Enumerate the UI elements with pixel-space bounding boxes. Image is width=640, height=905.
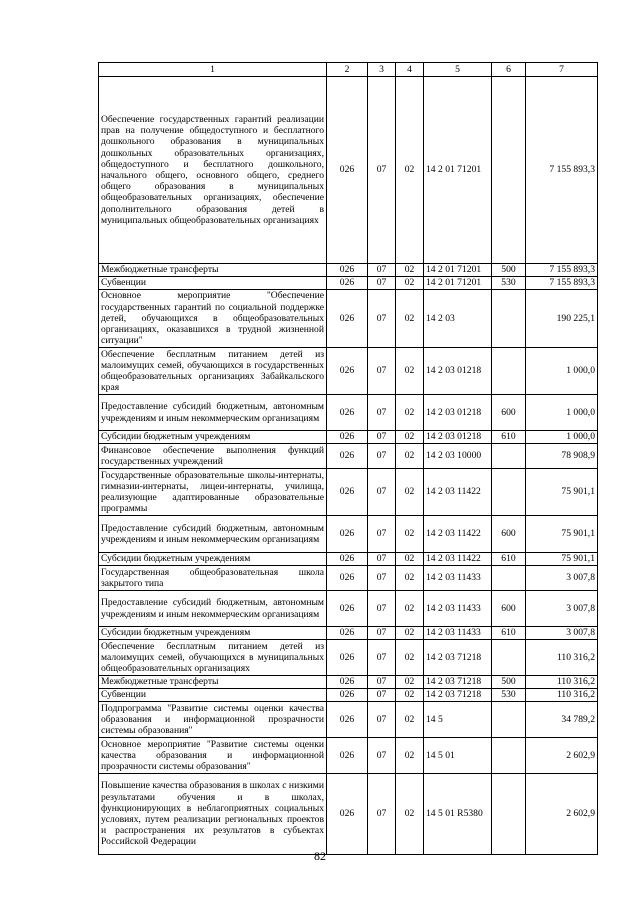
subsection-code: 02 [396, 627, 424, 640]
subsection-code: 02 [396, 444, 424, 469]
section-code: 07 [368, 689, 396, 702]
expense-type-code [492, 444, 526, 469]
subsection-code: 02 [396, 774, 424, 855]
row-name: Субсидии бюджетным учреждениям [99, 553, 327, 566]
row-name: Повышение качества образования в школах с низкими результатами обучения и в школах, функционирующих в неблагоприятных социальных условиях, путем реализации региональных проектов и распространения их результатов в субъектах Российской Федерации [99, 774, 327, 855]
subsection-code: 02 [396, 264, 424, 277]
amount: 34 789,2 [526, 702, 598, 738]
amount: 3 007,8 [526, 566, 598, 591]
table-row [99, 444, 598, 469]
amount: 1 000,0 [526, 395, 598, 431]
amount: 2 602,9 [526, 738, 598, 774]
expense-type-code: 610 [492, 627, 526, 640]
table-row [99, 77, 598, 264]
expense-type-code: 610 [492, 431, 526, 444]
grbs-code: 026 [327, 738, 368, 774]
row-name: Межбюджетные трансферты [99, 676, 327, 689]
subsection-code: 02 [396, 689, 424, 702]
grbs-code: 026 [327, 566, 368, 591]
expense-type-code: 530 [492, 277, 526, 290]
subsection-code: 02 [396, 431, 424, 444]
grbs-code: 026 [327, 702, 368, 738]
amount: 1 000,0 [526, 431, 598, 444]
row-name: Межбюджетные трансферты [99, 264, 327, 277]
section-code: 07 [368, 469, 396, 516]
amount: 2 602,9 [526, 774, 598, 855]
subsection-code: 02 [396, 77, 424, 264]
table-row [99, 774, 598, 855]
expense-type-code [492, 469, 526, 516]
expense-type-code: 500 [492, 264, 526, 277]
subsection-code: 02 [396, 566, 424, 591]
section-code: 07 [368, 676, 396, 689]
subsection-code: 02 [396, 553, 424, 566]
table-row [99, 277, 598, 290]
expense-type-code: 600 [492, 395, 526, 431]
expense-type-code: 610 [492, 553, 526, 566]
grbs-code: 026 [327, 627, 368, 640]
grbs-code: 026 [327, 516, 368, 553]
grbs-code: 026 [327, 277, 368, 290]
grbs-code: 026 [327, 264, 368, 277]
grbs-code: 026 [327, 290, 368, 348]
target-article-code: 14 2 03 10000 [424, 444, 492, 469]
section-code: 07 [368, 516, 396, 553]
amount: 7 155 893,3 [526, 264, 598, 277]
amount: 190 225,1 [526, 290, 598, 348]
target-article-code: 14 2 03 71218 [424, 689, 492, 702]
row-name: Основное мероприятие "Развитие системы оценки качества образования и информационной прозрачности системы образования" [99, 738, 327, 774]
grbs-code: 026 [327, 395, 368, 431]
grbs-code: 026 [327, 676, 368, 689]
amount: 7 155 893,3 [526, 77, 598, 264]
section-code: 07 [368, 348, 396, 395]
target-article-code: 14 2 03 71218 [424, 640, 492, 676]
row-name: Предоставление субсидий бюджетным, автономным учреждениям и иным некоммерческим организациям [99, 516, 327, 553]
amount: 7 155 893,3 [526, 277, 598, 290]
target-article-code: 14 2 03 11433 [424, 591, 492, 627]
section-code: 07 [368, 774, 396, 855]
grbs-code: 026 [327, 469, 368, 516]
section-code: 07 [368, 444, 396, 469]
expense-type-code: 600 [492, 516, 526, 553]
target-article-code: 14 2 03 01218 [424, 348, 492, 395]
subsection-code: 02 [396, 738, 424, 774]
amount: 110 316,2 [526, 689, 598, 702]
row-name: Основное мероприятие "Обеспечение государственных гарантий по социальной поддержке детей, обучающихся в общеобразовательных организациях, оказавшихся в трудной жизненной ситуации" [99, 290, 327, 348]
row-name: Предоставление субсидий бюджетным, автономным учреждениям и иным некоммерческим организациям [99, 395, 327, 431]
header-row [99, 63, 598, 77]
amount: 75 901,1 [526, 516, 598, 553]
column-header: 2 [327, 63, 368, 77]
amount: 3 007,8 [526, 627, 598, 640]
amount: 75 901,1 [526, 469, 598, 516]
section-code: 07 [368, 264, 396, 277]
table-row [99, 591, 598, 627]
section-code: 07 [368, 395, 396, 431]
target-article-code: 14 2 01 71201 [424, 77, 492, 264]
expense-type-code [492, 738, 526, 774]
amount: 78 908,9 [526, 444, 598, 469]
column-header: 5 [424, 63, 492, 77]
row-name: Подпрограмма "Развитие системы оценки качества образования и информационной прозрачности системы образования" [99, 702, 327, 738]
section-code: 07 [368, 566, 396, 591]
section-code: 07 [368, 738, 396, 774]
subsection-code: 02 [396, 469, 424, 516]
section-code: 07 [368, 553, 396, 566]
table-row [99, 553, 598, 566]
target-article-code: 14 5 01 R5380 [424, 774, 492, 855]
table-row [99, 469, 598, 516]
subsection-code: 02 [396, 702, 424, 738]
grbs-code: 026 [327, 444, 368, 469]
subsection-code: 02 [396, 395, 424, 431]
grbs-code: 026 [327, 640, 368, 676]
row-name: Субвенции [99, 277, 327, 290]
row-name: Финансовое обеспечение выполнения функций государственных учреждений [99, 444, 327, 469]
expense-type-code [492, 774, 526, 855]
target-article-code: 14 2 03 11422 [424, 516, 492, 553]
budget-table [98, 62, 598, 855]
subsection-code: 02 [396, 640, 424, 676]
section-code: 07 [368, 77, 396, 264]
table-row [99, 348, 598, 395]
expense-type-code [492, 348, 526, 395]
column-header: 3 [368, 63, 396, 77]
row-name: Субсидии бюджетным учреждениям [99, 627, 327, 640]
expense-type-code: 530 [492, 689, 526, 702]
table-row [99, 431, 598, 444]
subsection-code: 02 [396, 348, 424, 395]
table-row [99, 627, 598, 640]
target-article-code: 14 5 01 [424, 738, 492, 774]
table-row [99, 676, 598, 689]
expense-type-code [492, 702, 526, 738]
target-article-code: 14 2 03 11433 [424, 566, 492, 591]
expense-type-code [492, 640, 526, 676]
target-article-code: 14 2 03 11433 [424, 627, 492, 640]
subsection-code: 02 [396, 591, 424, 627]
table-row [99, 566, 598, 591]
grbs-code: 026 [327, 591, 368, 627]
grbs-code: 026 [327, 774, 368, 855]
target-article-code: 14 2 03 01218 [424, 431, 492, 444]
grbs-code: 026 [327, 689, 368, 702]
table-row [99, 290, 598, 348]
expense-type-code [492, 290, 526, 348]
column-header: 1 [99, 63, 327, 77]
table-row [99, 738, 598, 774]
grbs-code: 026 [327, 431, 368, 444]
row-name: Субсидии бюджетным учреждениям [99, 431, 327, 444]
table-row [99, 702, 598, 738]
table-row [99, 264, 598, 277]
target-article-code: 14 2 03 71218 [424, 676, 492, 689]
target-article-code: 14 2 01 71201 [424, 264, 492, 277]
section-code: 07 [368, 591, 396, 627]
target-article-code: 14 2 03 11422 [424, 553, 492, 566]
grbs-code: 026 [327, 348, 368, 395]
amount: 75 901,1 [526, 553, 598, 566]
table-row [99, 395, 598, 431]
amount: 110 316,2 [526, 676, 598, 689]
expense-type-code: 500 [492, 676, 526, 689]
section-code: 07 [368, 290, 396, 348]
row-name: Обеспечение государственных гарантий реализации прав на получение общедоступного и бесплатного дошкольного образования в муниципальных дошкольных образовательных организациях, общедоступного и бесплатного дошкольного, начального общего, основного общего, среднего общего образования в муниципальных общеобразовательных организациях, обеспечение дополнительного образования детей в муниципальных общеобразовательных организациях [99, 77, 327, 264]
column-header: 7 [526, 63, 598, 77]
grbs-code: 026 [327, 553, 368, 566]
row-name: Государственные образовательные школы-интернаты, гимназии-интернаты, лицеи-интернаты, училища, реализующие адаптированные образовательные программы [99, 469, 327, 516]
expense-type-code [492, 77, 526, 264]
subsection-code: 02 [396, 290, 424, 348]
section-code: 07 [368, 640, 396, 676]
table-row [99, 640, 598, 676]
target-article-code: 14 2 03 01218 [424, 395, 492, 431]
target-article-code: 14 2 03 11422 [424, 469, 492, 516]
amount: 3 007,8 [526, 591, 598, 627]
page-number: 82 [314, 849, 326, 863]
column-header: 6 [492, 63, 526, 77]
subsection-code: 02 [396, 676, 424, 689]
column-header: 4 [396, 63, 424, 77]
grbs-code: 026 [327, 77, 368, 264]
table-row [99, 689, 598, 702]
row-name: Субвенции [99, 689, 327, 702]
target-article-code: 14 2 03 [424, 290, 492, 348]
expense-type-code: 600 [492, 591, 526, 627]
section-code: 07 [368, 702, 396, 738]
row-name: Государственная общеобразовательная школа закрытого типа [99, 566, 327, 591]
section-code: 07 [368, 431, 396, 444]
section-code: 07 [368, 277, 396, 290]
expense-type-code [492, 566, 526, 591]
target-article-code: 14 5 [424, 702, 492, 738]
row-name: Обеспечение бесплатным питанием детей из малоимущих семей, обучающихся в муниципальных общеобразовательных организациях [99, 640, 327, 676]
section-code: 07 [368, 627, 396, 640]
amount: 1 000,0 [526, 348, 598, 395]
row-name: Предоставление субсидий бюджетным, автономным учреждениям и иным некоммерческим организациям [99, 591, 327, 627]
amount: 110 316,2 [526, 640, 598, 676]
target-article-code: 14 2 01 71201 [424, 277, 492, 290]
subsection-code: 02 [396, 516, 424, 553]
row-name: Обеспечение бесплатным питанием детей из малоимущих семей, обучающихся в государственных общеобразовательных организациях Забайкальского края [99, 348, 327, 395]
subsection-code: 02 [396, 277, 424, 290]
table-row [99, 516, 598, 553]
